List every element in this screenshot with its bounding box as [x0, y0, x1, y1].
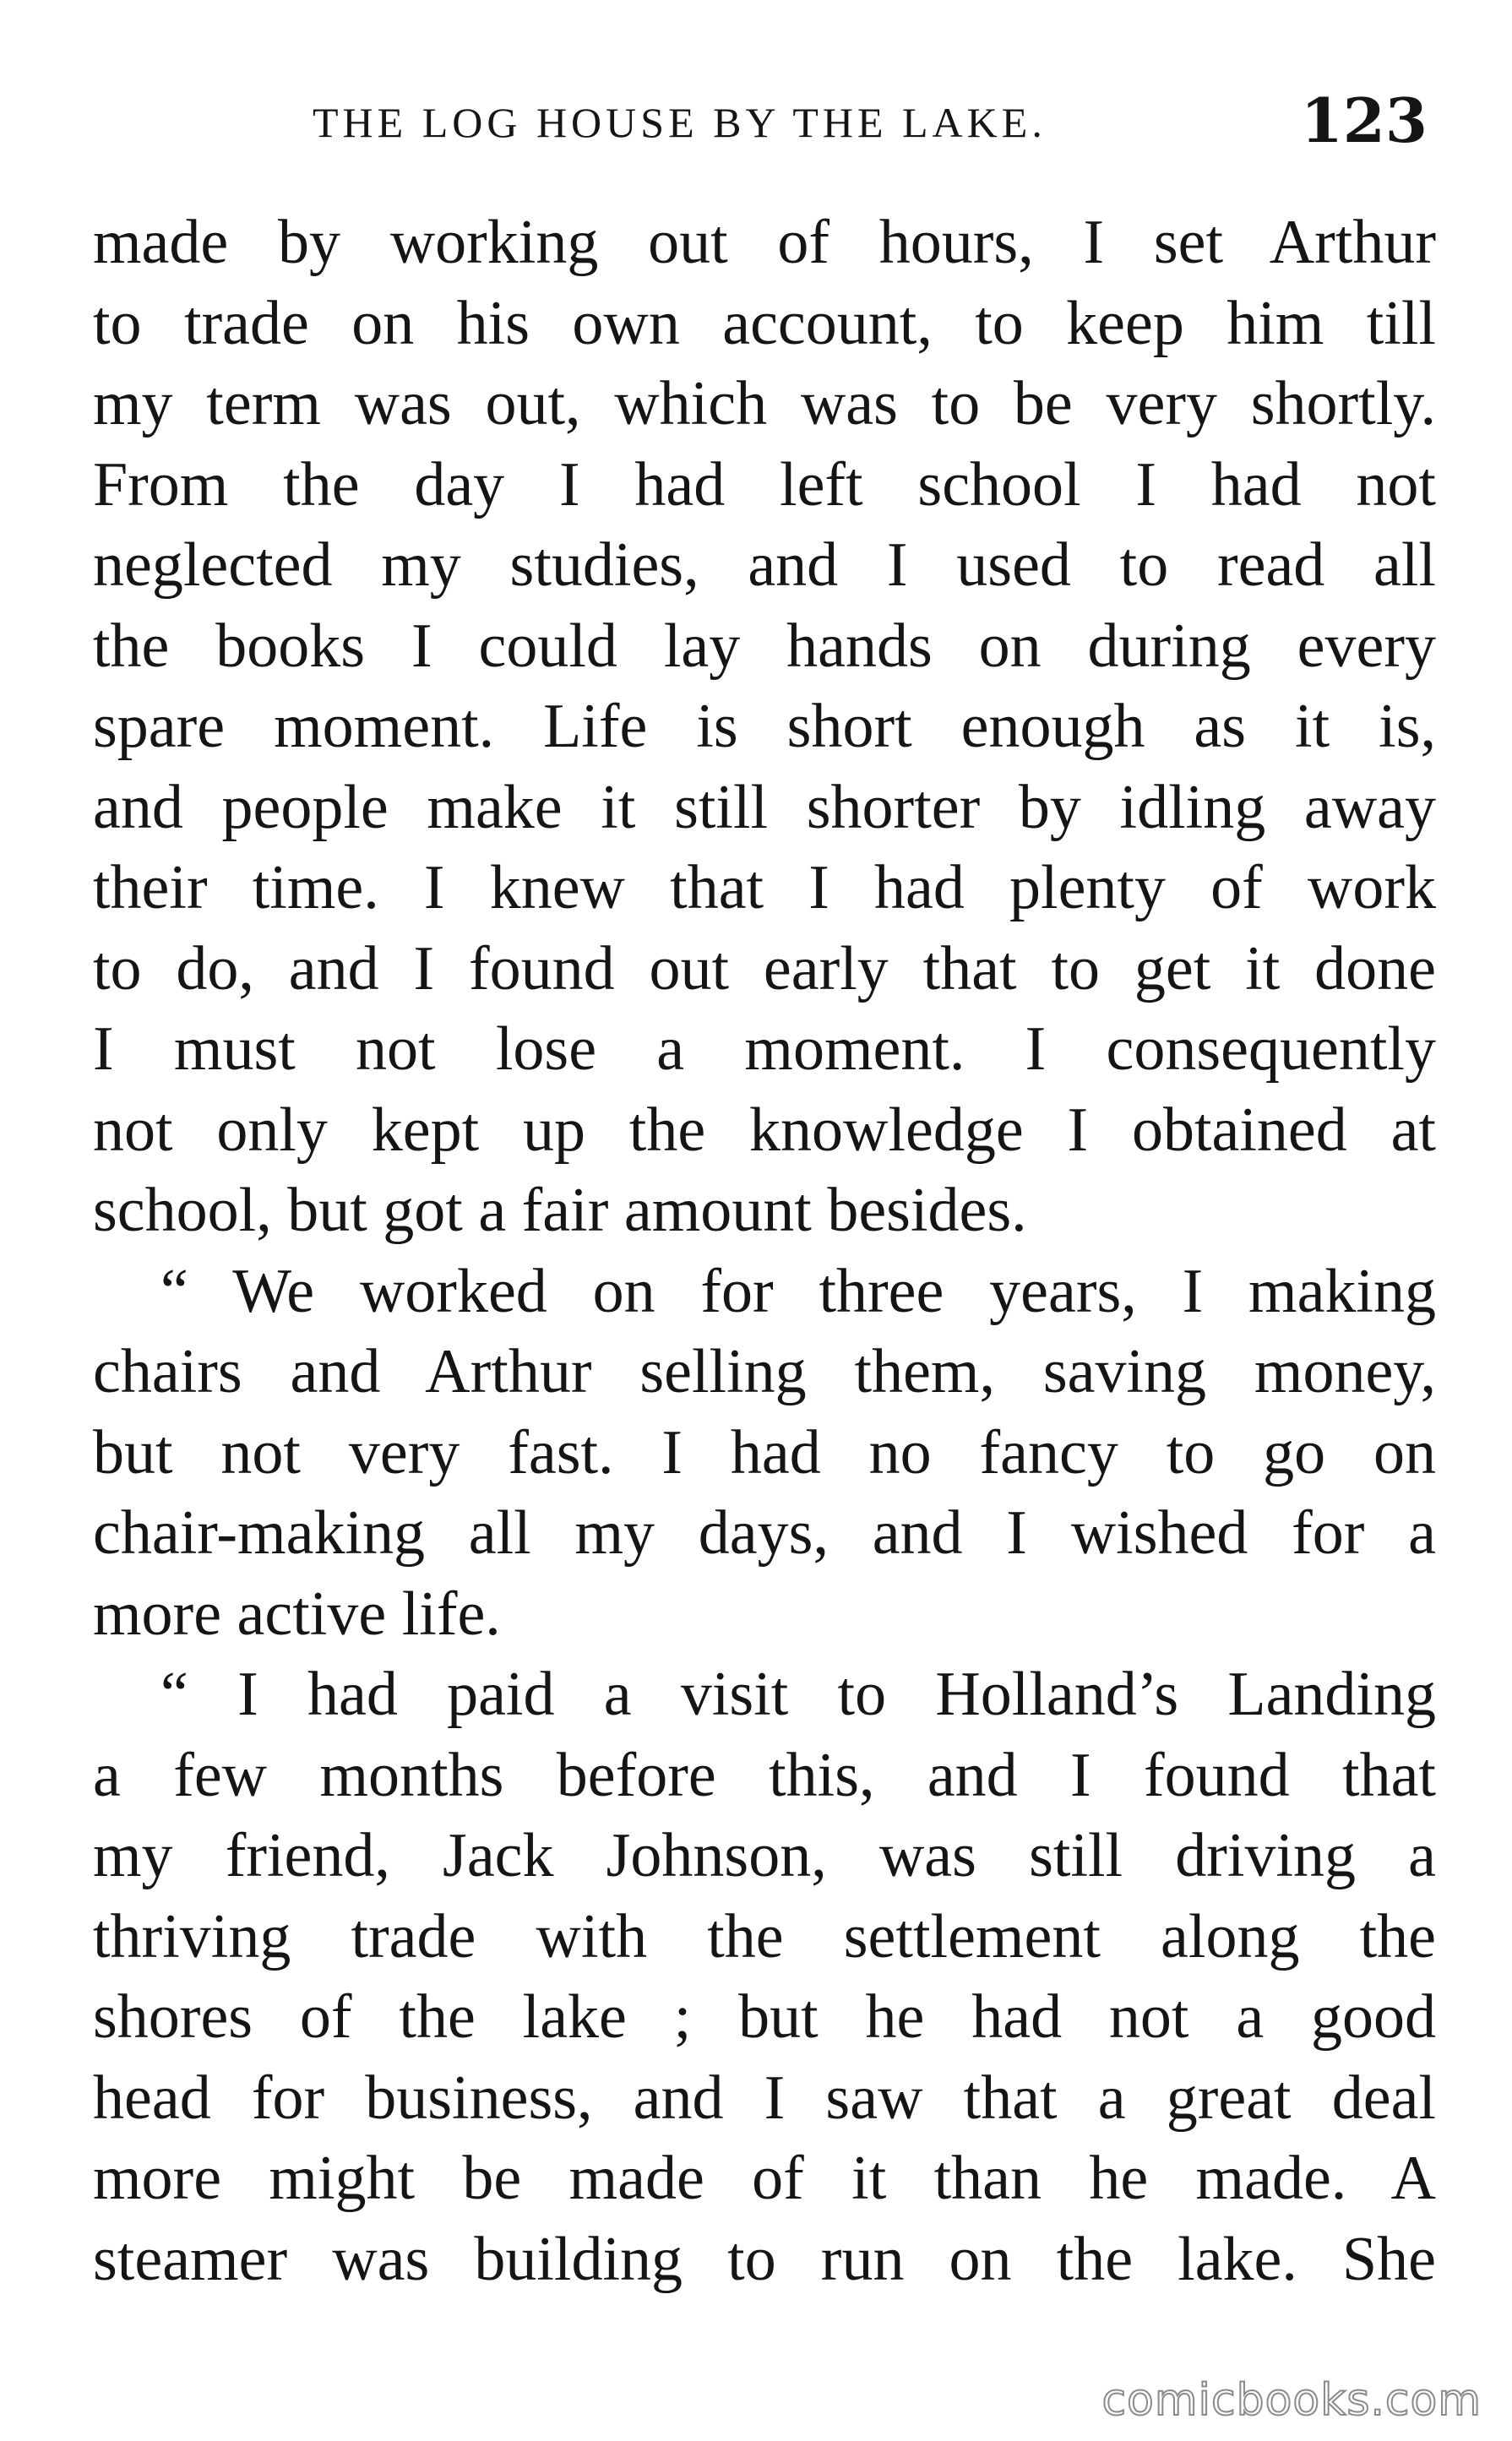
- text-line: and people make it still shorter by idling away: [93, 772, 1436, 842]
- text-line: chair-making all my days, and I wished for a: [93, 1498, 1436, 1568]
- page-number: 123: [1300, 84, 1428, 156]
- text-line: the books I could lay hands on during every: [93, 611, 1436, 681]
- text-line: spare moment. Life is short enough as it is,: [93, 692, 1436, 761]
- text-line: head for business, and I saw that a great deal: [93, 2063, 1436, 2133]
- text-line: my friend, Jack Johnson, was still driving a: [93, 1821, 1436, 1890]
- running-head: THE LOG HOUSE BY THE LAKE.: [313, 99, 1047, 146]
- text-line: “ I had paid a visit to Holland’s Landing: [160, 1660, 1436, 1729]
- text-line: not only kept up the knowledge I obtained at: [93, 1095, 1436, 1165]
- watermark: comicbooks.com: [1101, 2375, 1482, 2426]
- text-line: to trade on his own account, to keep him till: [93, 288, 1436, 358]
- text-line: I must not lose a moment. I consequently: [93, 1014, 1436, 1084]
- text-line: steamer was building to run on the lake. She: [93, 2224, 1436, 2294]
- text-line: more active life.: [93, 1579, 501, 1649]
- text-line: more might be made of it than he made. A: [93, 2144, 1436, 2213]
- text-line: neglected my studies, and I used to read all: [93, 530, 1436, 600]
- page-header: [313, 84, 1444, 160]
- text-line: made by working out of hours, I set Arthur: [93, 208, 1436, 277]
- text-line: their time. I knew that I had plenty of work: [93, 853, 1436, 922]
- text-line: my term was out, which was to be very shortly.: [93, 369, 1436, 438]
- text-line: but not very fast. I had no fancy to go on: [93, 1417, 1436, 1487]
- body-text: [93, 203, 1436, 2300]
- text-line: “ We worked on for three years, I making: [160, 1256, 1436, 1326]
- text-line: chairs and Arthur selling them, saving money,: [93, 1337, 1436, 1406]
- text-line: to do, and I found out early that to get it done: [93, 933, 1436, 1003]
- text-line: From the day I had left school I had not: [93, 449, 1436, 519]
- text-line: school, but got a fair amount besides.: [93, 1176, 1027, 1245]
- text-line: a few months before this, and I found that: [93, 1740, 1436, 1810]
- text-line: shores of the lake ; but he had not a good: [93, 1982, 1436, 2052]
- text-line: thriving trade with the settlement along the: [93, 1901, 1436, 1971]
